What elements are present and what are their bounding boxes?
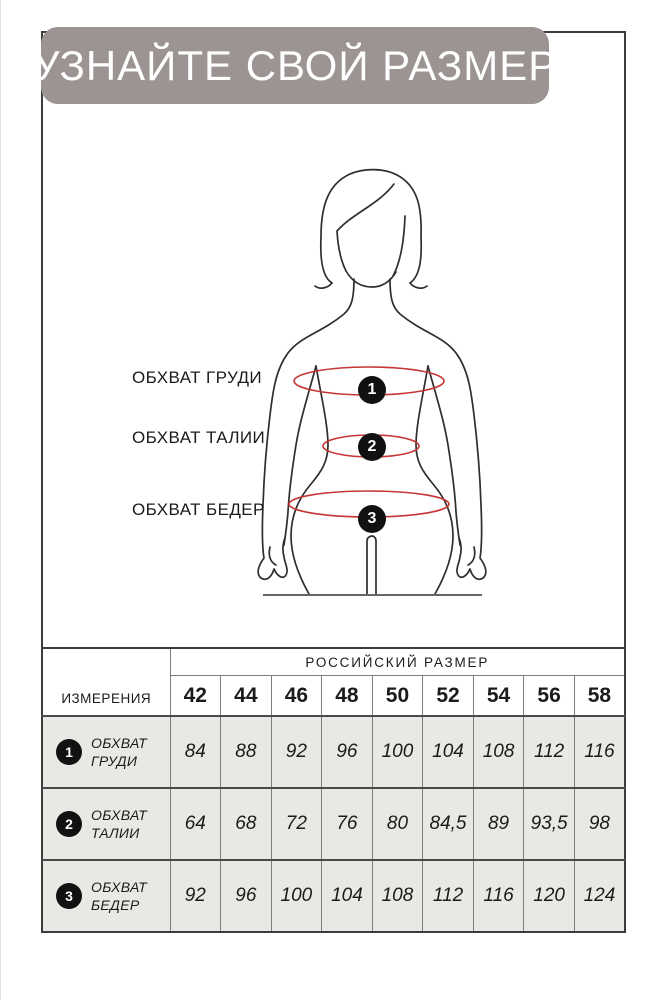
row-label-cell bbox=[42, 788, 170, 860]
value-cell: 98 bbox=[574, 788, 625, 860]
value-cell: 116 bbox=[473, 860, 524, 932]
group-header-row bbox=[42, 648, 625, 676]
row-label-cell bbox=[42, 860, 170, 932]
size-col-header: 54 bbox=[473, 676, 524, 717]
row-label: ОБХВАТ БЕДЕР bbox=[91, 878, 148, 913]
value-cell: 68 bbox=[221, 788, 272, 860]
marker-2: 2 bbox=[358, 433, 386, 461]
size-col-header: 56 bbox=[524, 676, 575, 717]
table-row-hips bbox=[42, 860, 625, 932]
value-cell: 108 bbox=[473, 716, 524, 788]
table-row-waist bbox=[42, 788, 625, 860]
size-col-header: 42 bbox=[170, 676, 221, 717]
value-cell: 96 bbox=[322, 716, 373, 788]
size-col-header: 44 bbox=[221, 676, 272, 717]
marker-3: 3 bbox=[358, 505, 386, 533]
marker-1: 1 bbox=[358, 376, 386, 404]
value-cell: 116 bbox=[574, 716, 625, 788]
value-cell: 89 bbox=[473, 788, 524, 860]
row-label: ОБХВАТ ТАЛИИ bbox=[91, 806, 148, 841]
size-col-header: 50 bbox=[372, 676, 423, 717]
chest-label: ОБХВАТ ГРУДИ bbox=[132, 368, 262, 387]
value-cell: 108 bbox=[372, 860, 423, 932]
page-title: УЗНАЙТЕ СВОЙ РАЗМЕР bbox=[32, 41, 558, 89]
waist-label: ОБХВАТ ТАЛИИ bbox=[132, 428, 266, 447]
value-cell: 104 bbox=[322, 860, 373, 932]
row-label: ОБХВАТ ГРУДИ bbox=[91, 734, 148, 769]
size-col-header: 48 bbox=[322, 676, 373, 717]
value-cell: 112 bbox=[423, 860, 474, 932]
row-number-badge: 3 bbox=[56, 883, 82, 909]
measurements-corner-cell: ИЗМЕРЕНИЯ bbox=[42, 648, 170, 716]
value-cell: 112 bbox=[524, 716, 575, 788]
value-cell: 92 bbox=[271, 716, 322, 788]
value-cell: 124 bbox=[574, 860, 625, 932]
value-cell: 72 bbox=[271, 788, 322, 860]
value-cell: 80 bbox=[372, 788, 423, 860]
value-cell: 104 bbox=[423, 716, 474, 788]
value-cell: 76 bbox=[322, 788, 373, 860]
value-cell: 88 bbox=[221, 716, 272, 788]
value-cell: 93,5 bbox=[524, 788, 575, 860]
value-cell: 96 bbox=[221, 860, 272, 932]
row-number-badge: 2 bbox=[56, 811, 82, 837]
value-cell: 100 bbox=[372, 716, 423, 788]
title-banner bbox=[32, 27, 558, 104]
table-row-chest bbox=[42, 716, 625, 788]
value-cell: 64 bbox=[170, 788, 221, 860]
value-cell: 84,5 bbox=[423, 788, 474, 860]
size-col-header: 58 bbox=[574, 676, 625, 717]
size-col-header: 46 bbox=[271, 676, 322, 717]
hips-label: ОБХВАТ БЕДЕР bbox=[132, 500, 265, 519]
value-cell: 120 bbox=[524, 860, 575, 932]
russian-size-header: РОССИЙСКИЙ РАЗМЕР bbox=[170, 648, 625, 676]
diagram-frame bbox=[41, 31, 626, 647]
value-cell: 92 bbox=[170, 860, 221, 932]
row-label-cell bbox=[42, 716, 170, 788]
size-table bbox=[41, 647, 626, 933]
value-cell: 100 bbox=[271, 860, 322, 932]
row-number-badge: 1 bbox=[56, 739, 82, 765]
value-cell: 84 bbox=[170, 716, 221, 788]
size-col-header: 52 bbox=[423, 676, 474, 717]
